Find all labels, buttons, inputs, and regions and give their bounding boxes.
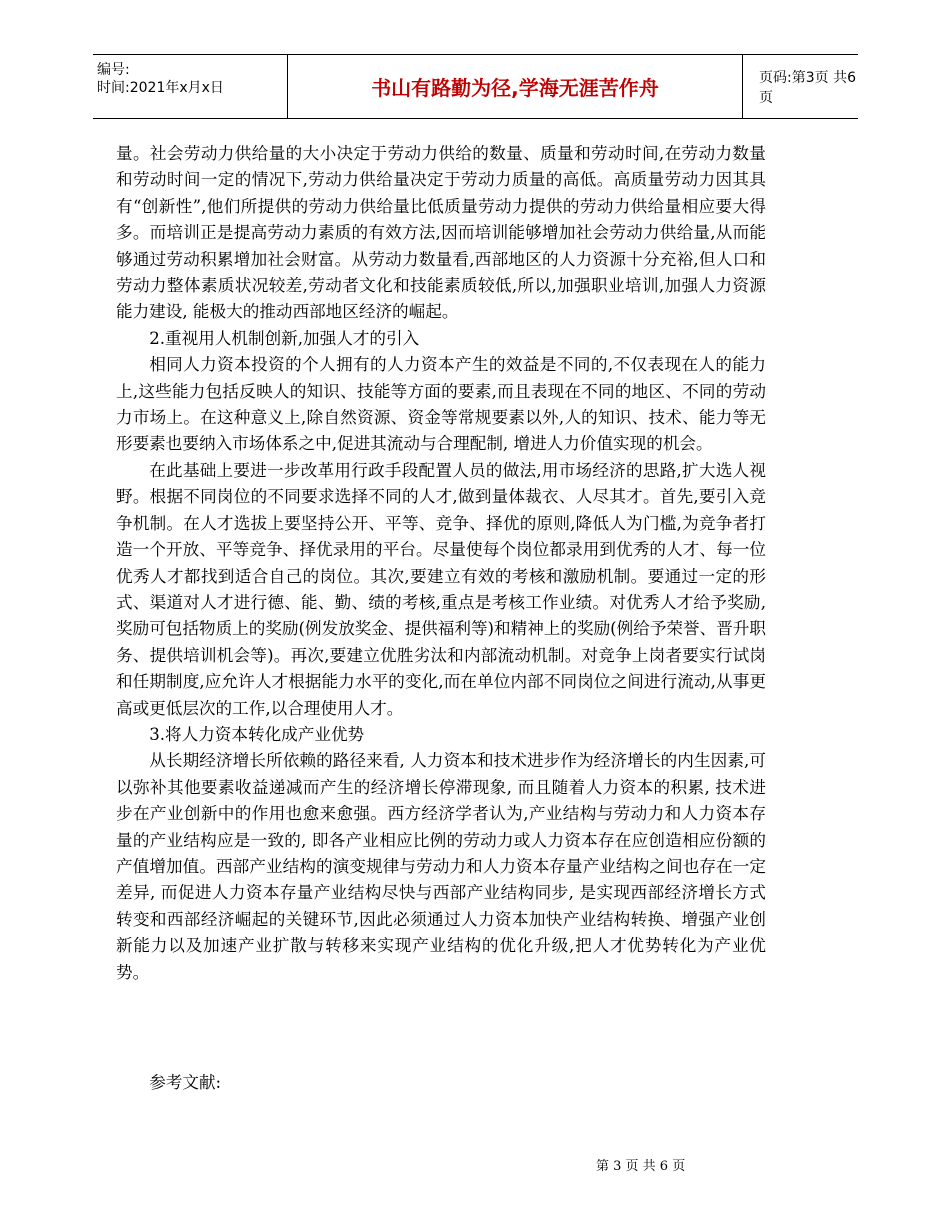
paragraph: 相同人力资本投资的个人拥有的人力资本产生的效益是不同的,不仅表现在人的能力上,这些能力包括反映人的知识、技能等方面的要素,而且表现在不同的地区、不同的劳动力市场上。在这种意义上,除自然资源、资金等常规要素以外,人的知识、技术、能力等无形要素也要纳入市场体系之中,促进其流动与合理配制, 增进人力价值实现的机会。: [116, 355, 766, 454]
page-footer: 第 3 页 共 6 页: [596, 1159, 686, 1174]
document-body: [116, 141, 766, 986]
header-page-info: 页码:第3页 共6页: [759, 69, 856, 106]
header-motto: 书山有路勤为径,学海无涯苦作舟: [287, 55, 743, 118]
document-number-label: 编号:: [97, 62, 130, 78]
document-time-label: 时间:2021年x月x日: [97, 80, 224, 96]
header-meta: [97, 61, 287, 97]
page-header: [93, 54, 858, 119]
paragraph-continued: 量。社会劳动力供给量的大小决定于劳动力供给的数量、质量和劳动时间,在劳动力数量和劳动时间一定的情况下,劳动力供给量决定于劳动力质量的高低。高质量劳动力因其具有“创新性”,他们所提供的劳动力供给量比低质量劳动力提供的劳动力供给量相应要大得多。而培训正是提高劳动力素质的有效方法,因而培训能够增加社会劳动力供给量,从而能够通过劳动积累增加社会财富。从劳动力数量看,西部地区的人力资源十分充裕,但人口和劳动力整体素质状况较差,劳动者文化和技能素质较低,所以,加强职业培训,加强人力资源能力建设, 能极大的推动西部地区经济的崛起。: [116, 144, 766, 322]
paragraph: 在此基础上要进一步改革用行政手段配置人员的做法,用市场经济的思路,扩大选人视野。根据不同岗位的不同要求选择不同的人才,做到量体裁衣、人尽其才。首先,要引入竞争机制。在人才选拔上要坚持公开、平等、竞争、择优的原则,降低人为门槛,为竞争者打造一个开放、平等竞争、择优录用的平台。尽量使每个岗位都录用到优秀的人才、每一位优秀人才都找到适合自己的岗位。其次,要建立有效的考核和激励机制。要通过一定的形式、渠道对人才进行德、能、勤、绩的考核,重点是考核工作业绩。对优秀人才给予奖励,奖励可包括物质上的奖励(例发放奖金、提供福利等)和精神上的奖励(例给予荣誉、晋升职务、提供培训机会等)。再次,要建立优胜劣汰和内部流动机制。对竞争上岗者要实行试岗和任期制度,应允许人才根据能力水平的变化,而在单位内部不同岗位之间进行流动,从事更高或更低层次的工作,以合理使用人才。: [116, 460, 766, 718]
paragraph: 从长期经济增长所依赖的路径来看, 人力资本和技术进步作为经济增长的内生因素,可以弥补其他要素收益递减而产生的经济增长停滞现象, 而且随着人力资本的积累, 技术进步在产业创新中的作用也愈来愈强。西方经济学者认为,产业结构与劳动力和人力资本存量的产业结构应是一致的, 即各产业相应比例的劳动力或人力资本存在应创造相应份额的产值增加值。西部产业结构的演变规律与劳动力和人力资本存量产业结构之间也存在一定差异, 而促进人力资本存量产业结构尽快与西部产业结构同步, 是实现西部经济增长方式转变和西部经济崛起的关键环节,因此必须通过人力资本加快产业结构转换、增强产业创新能力以及加速产业扩散与转移来实现产业结构的优化升级,把人才优势转化为产业优势。: [116, 751, 766, 982]
section-heading-2: 2.重视用人机制创新,加强人才的引入: [149, 328, 420, 348]
references-label: 参考文献:: [149, 1073, 222, 1092]
section-heading-3: 3.将人力资本转化成产业优势: [149, 724, 365, 744]
